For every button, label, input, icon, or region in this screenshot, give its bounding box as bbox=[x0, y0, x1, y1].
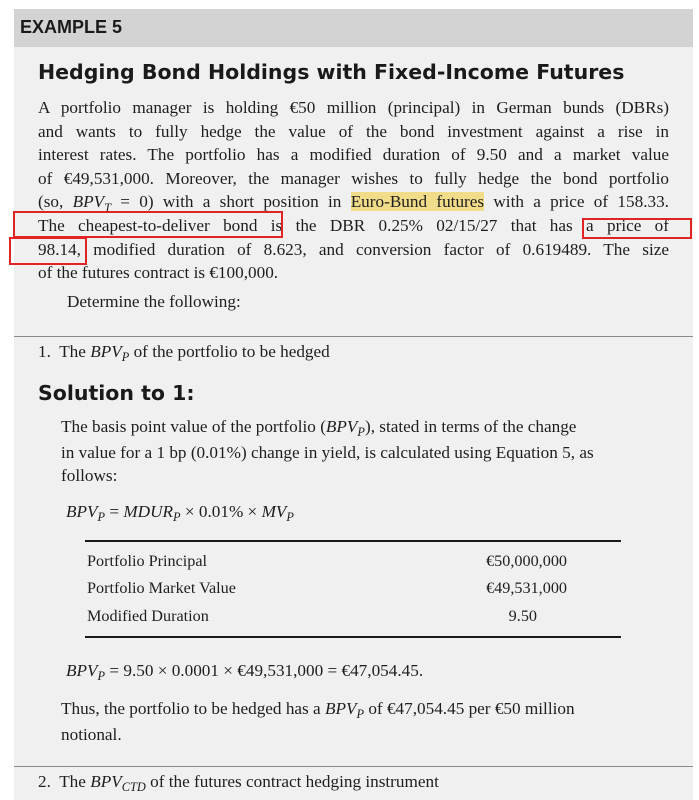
question-1 bbox=[38, 342, 330, 365]
bpv-symbol: BPV bbox=[90, 772, 122, 791]
solution-line: follows: bbox=[61, 466, 118, 486]
solution-1-conclusion bbox=[61, 697, 669, 746]
table-cell-label: Portfolio Market Value bbox=[87, 579, 236, 597]
formula-rest: = 9.50 × 0.0001 × €49,531,000 = €47,054.45. bbox=[105, 661, 424, 680]
bpv-subscript: CTD bbox=[121, 780, 146, 795]
bpv-symbol: BPV bbox=[72, 192, 105, 212]
intro-line: of €49,531,000. Moreover, the manager wishes to fully hedge the bond portfolio bbox=[38, 168, 669, 188]
cheapest-to-deliver-text: The cheapest-to-deliver bond bbox=[38, 215, 258, 235]
text-run: Thus, the portfolio to be hedged has a bbox=[61, 699, 325, 718]
bpv-subscript: T bbox=[104, 200, 111, 215]
bpv-symbol: BPV bbox=[325, 417, 358, 436]
bpv-subscript: P bbox=[357, 425, 365, 440]
solution-1-title: Solution to 1: bbox=[38, 381, 195, 405]
text-run: ), stated in terms of the change bbox=[364, 417, 577, 436]
formula-lhs: BPV bbox=[66, 502, 98, 521]
question-number: 1. bbox=[38, 342, 51, 361]
text-run: with a price of 158.33. bbox=[484, 192, 669, 212]
example-label: EXAMPLE 5 bbox=[20, 17, 123, 37]
question-number: 2. bbox=[38, 772, 51, 791]
text-run: The bbox=[59, 772, 91, 791]
example-title: Hedging Bond Holdings with Fixed-Income Futures bbox=[38, 60, 625, 84]
bpv-symbol: BPV bbox=[90, 342, 122, 361]
formula-bpv-definition bbox=[66, 502, 294, 525]
section-divider bbox=[14, 766, 693, 767]
formula-lhs: BPV bbox=[66, 661, 98, 680]
text-run: is the DBR 0.25% 02/15/27 that has bbox=[257, 215, 573, 235]
text-run: of the portfolio to be hedged bbox=[129, 342, 330, 361]
formula-subscript: P bbox=[97, 669, 106, 684]
text-run: of the futures contract hedging instrument bbox=[145, 772, 439, 791]
formula-subscript: P bbox=[97, 510, 106, 525]
determine-text: Determine the following: bbox=[67, 292, 241, 311]
solution-line: in value for a 1 bp (0.01%) change in yield, is calculated using Equation 5, as bbox=[61, 442, 594, 462]
formula-operator: × 0.01% × bbox=[180, 502, 262, 521]
text-run: The bbox=[59, 342, 91, 361]
text-run: = 0) with a short position in bbox=[111, 192, 351, 212]
price-value-text: 98.14, bbox=[38, 239, 81, 259]
section-divider bbox=[14, 336, 693, 337]
intro-paragraph bbox=[38, 96, 669, 285]
formula-mdur: MDUR bbox=[123, 502, 174, 521]
text-run: of €47,054.45 per €50 million bbox=[364, 699, 575, 718]
bpv-subscript: P bbox=[121, 350, 130, 365]
table-cell-label: Portfolio Principal bbox=[87, 552, 208, 570]
solution-line: notional. bbox=[61, 724, 122, 744]
formula-mv: MV bbox=[261, 502, 287, 521]
formula-bpv-calculation bbox=[66, 661, 424, 684]
price-of-text: a price of bbox=[572, 215, 669, 235]
formula-subscript: P bbox=[286, 510, 294, 525]
table-cell-value: €50,000,000 bbox=[486, 552, 567, 570]
annotation-box-price-value bbox=[9, 237, 87, 265]
text-run: modified duration of 8.623, and conversion factor of 0.619489. The size bbox=[80, 239, 669, 259]
intro-line: of the futures contract is €100,000. bbox=[38, 263, 279, 283]
table-cell-value: 9.50 bbox=[508, 607, 537, 625]
intro-line: and wants to fully hedge the value of the bond investment against a rise in bbox=[38, 121, 669, 141]
solution-line bbox=[61, 697, 669, 723]
text-run: (so, bbox=[38, 192, 73, 212]
bpv-subscript: P bbox=[356, 707, 365, 722]
formula-operator: = bbox=[105, 502, 124, 521]
question-2 bbox=[38, 772, 439, 795]
highlighted-euro-bund-futures: Euro-Bund futures bbox=[350, 192, 485, 212]
table-cell-label: Modified Duration bbox=[87, 607, 209, 625]
annotation-box-price-of bbox=[582, 218, 692, 239]
bpv-symbol: BPV bbox=[324, 699, 357, 718]
intro-line: interest rates. The portfolio has a modified duration of 9.50 and a market value bbox=[38, 145, 669, 165]
solution-line bbox=[61, 415, 669, 441]
formula-subscript: P bbox=[173, 510, 181, 525]
portfolio-table bbox=[85, 540, 621, 638]
text-run: The basis point value of the portfolio ( bbox=[61, 417, 326, 436]
table-cell-value: €49,531,000 bbox=[486, 579, 567, 597]
intro-line: A portfolio manager is holding €50 million (principal) in German bunds (DBRs) bbox=[38, 98, 669, 117]
solution-1-paragraph bbox=[61, 415, 669, 488]
intro-line bbox=[38, 238, 669, 262]
annotation-box-cheapest-to-deliver bbox=[13, 211, 283, 238]
